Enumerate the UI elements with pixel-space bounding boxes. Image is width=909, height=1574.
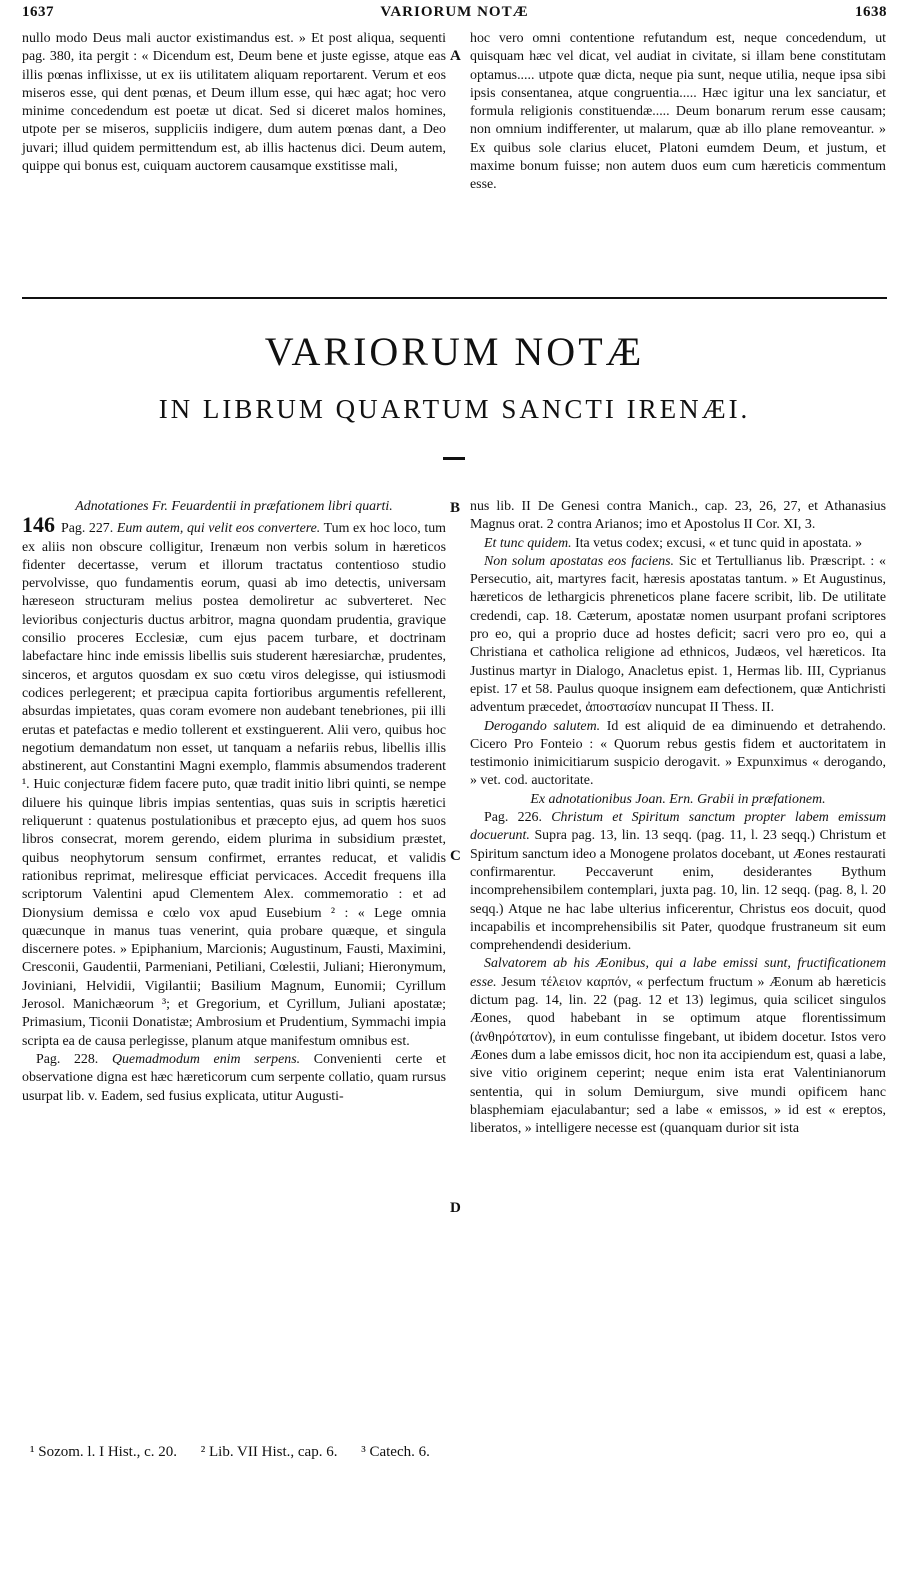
paragraph-text: Sic et Tertullianus lib. Præscript. : « Persecutio, ait, martyres facit, hæresis apostatas tantum. » Et Augustinus, hæreticos de lethargicis phreneticos plane facere scribit, lib. De utilitate credendi, cap. 18. Cæterum, apostatæ nomen usurpant profani scriptores pro eo, qui a proprio duce ad hostes deficit; sacri vero pro eo, qui a Christiana et catholica religione ad ethnicos, Judæos, vel hæreticos. Ita Justinus martyr in Dialogo, Anacletus epist. 1, Hermas lib. III, Cyprianus epist. 17 et 58. Paulus quoque insignem eam defectionem, quæ Antichristi adventum præcedet, ἀποστασίαν nuncupat II Thess. II. <box>470 553 887 716</box>
footnote-3: ³ Catech. 6. <box>361 1444 430 1460</box>
note-number: 146 <box>22 512 55 538</box>
right-column <box>470 498 886 1138</box>
paragraph-text: Ita vetus codex; excusi, « et tunc quid in apostata. » <box>575 535 863 551</box>
footnotes <box>30 1444 450 1461</box>
paragraph-derogando <box>470 718 886 791</box>
paragraph-text: Convenienti certe et observatione digna est hæc hæreticorum cum serpente collatio, quam rursus usurpat lib. v. Eadem, sed fusius explicata, utitur Augusti- <box>22 1051 446 1104</box>
paragraph-text: Jesum τέλειον καρπόν, « perfectum fructum » Æonum ab hæreticis dictum pag. 14, lin. 22 (pag. 12 et 13) legimus, quia scilicet singulos Æones, quod habebant in se optimum atque florentissimum (ἀνθηρότατον), in eum contulisse fingebant, ut ibidem docetur. Istos vero Æones dum a labe emissos dicit, hoc non ita accipiendum est, quasi a labe, sive vitio originem ceperint; neque enim ista erat Valentinianorum sententia, qui in solum Demiurgum, sive mundi opificem hanc blasphemiam ejaculabantur; sed a labe « emissos, » id est « ereptos, liberatos, » intelligere necesse est (quanquam durior sit ista <box>470 974 886 1137</box>
paragraph-continuation: nus lib. II De Genesi contra Manich., cap. 23, 26, 27, et Athanasius Magnus orat. 2 contra Arianos; imo et Apostolus II Cor. XI, 3. <box>470 499 886 533</box>
section-subtitle: IN LIBRUM QUARTUM SANCTI IRENÆI. <box>158 394 751 424</box>
paragraph-228 <box>22 1051 446 1106</box>
lemma: Non solum apostatas eos faciens. <box>484 553 675 569</box>
page-reference: Pag. 227. <box>61 521 114 537</box>
paragraph-non-solum <box>470 553 886 718</box>
lemma: Eum autem, qui velit eos convertere. <box>116 521 321 537</box>
page-reference: Pag. 226. <box>484 810 542 826</box>
paragraph-text: Supra pag. 13, lin. 13 seqq. (pag. 11, l. 23 seqq.) Christum et Spiritum sanctum ideo a Monogene prolatos docebant, ut Æones restaurati confirmarentur. Peccaverunt enim, desiderantes Bythum incomprehensibilem contemplari, juxta pag. 10, lin. 12 seqq. (pag. 8, l. 20 seqq.) Atque ne hac labe ulterius inficerentur, Christus eos docuit, quod incapabilis et incomprehensibilis sit Pater, quodque frustraneum sit eum comprehendendi desiderium. <box>470 828 886 954</box>
left-heading: Adnotationes Fr. Feuardentii in præfationem libri quarti. <box>75 499 393 514</box>
paragraph-text: Id est aliquid de ea diminuendo et detrahendo. Cicero Pro Fonteio : « Quorum rebus gestis fidem et auctoritatem in testimonio inimicitiarum suspicio derogavit. » Expunximus « derogando, » vet. cod. auctoritate. <box>470 718 886 789</box>
running-header <box>22 4 887 26</box>
lemma: Derogando salutem. <box>484 718 601 734</box>
column-marker-d: D <box>450 1200 461 1216</box>
paragraph-et-tunc <box>470 535 886 553</box>
lemma: Quemadmodum enim serpens. <box>111 1051 301 1067</box>
top-left-text: nullo modo Deus mali auctor existimandus est. » Et post aliqua, sequenti pag. 380, ita pergit : « Dicendum est, Deum bene et juste egisse, atque eas illis pœnas inflixisse, ut ex iis utilitatem aliquam reportarent. Verum et eos miseros esse, qui dent pœnas, et Deum illum esse, qui hæc agat; hoc vero minime concedendum est poetæ ut dicat. Sed si diceret malos homines, utpote per se miseros, suppliciis indigere, dum autem pœnas dant, a Deo juvari; illud quidem permittendum est, ab illis hactenus dici. Deum autem, quippe qui bonus est, cuiquam auctorem causamque exstitisse mali, <box>22 31 446 175</box>
page-number-right: 1638 <box>855 4 887 20</box>
top-right-column <box>470 30 886 195</box>
footnote-2: ² Lib. VII Hist., cap. 6. <box>200 1444 338 1460</box>
running-title: VARIORUM NOTÆ <box>380 4 529 20</box>
paragraph-text: Tum ex hoc loco, tum ex aliis non obscure colligitur, Irenæum non verbis solum in hæreticos fidenter decertasse, verum et illorum tractatus contentioso studio pervolvisse, quo fundamentis eorum, quasi ab imo detectis, universam hæreseon structuram melius postea demoliretur ac subverteret. Nec levioribus conjecturis ductus arbitror, magna quondam prudentia, gravique consilio proceres Ecclesiæ, cum ejus pacem turbare, et doctrinam labefactare hinc inde emissis libellis suis studerent hæresiarchæ, prudentes, sinceros, et argutos quosdam ex suo cœtu viros delegisse, qui istiusmodi codices perlegerent; et præcipua capita fortioribus argumentis refellerent, absurdas impietates, quas coram evomere non audebant tenebriones, pii illi erutas et patefactas e medio tollerent et exstinguerent. Alii vero, quibus hoc negotium demandatum non esset, ut tanquam a nefariis rebus, libellis illis abstinerent, aut Constantini Magni exemplo, flammis absumendos traderent ¹. Huic conjecturæ fidem facere puto, quæ tradit initio libri quinti, se nempe diluere his quinque libris impias sententias, quas suis in scriptis hæretici reliquerunt : quatenus postulationibus et præcepto ejus, ad quem hos suos libros consecrat, morem gerendo, eidem plurima in subsidium præstet, quibus neophytorum sensum confirmet, errantes reducat, et validis rationibus reprimat, meliresque efficiat pervicaces. Accedit frequens illa scriptorum Valentini apud Clementem Alex. commemoratio : et ad Dionysium demissa e cœlo vox apud Eusebium ² : « Lege omnia quæcunque in manus tuas venerint, quia probare quæque, et singula discernere potes. » Epiphanium, Marcionis; Augustinum, Fausti, Maximini, Cresconii, Gaudentii, Parmeniani, Petiliani, Cœlestii, Juliani; Hieronymum, Joviniani, Helvidii, Vigilantii; Basilium Magnum, Eunomii; Cyrillum Jerosol. Manichæorum ³; et Gregorium, et Cyrillum, Juliani apostatæ; Primasium, Ticonii Donatistæ; Ambrosium et Prudentium, Symmachi impia scripta ea de causa perlegisse, planum atque manifestum omnibus est. <box>22 521 446 1049</box>
right-heading: Ex adnotationibus Joan. Ern. Grabii in præfationem. <box>530 791 826 807</box>
lemma: Salvatorem ab his Æonibus, qui a labe emissi sunt, fructificationem esse. <box>470 956 886 990</box>
page-reference: Pag. 228. <box>36 1051 99 1067</box>
footnote-1: ¹ Sozom. l. I Hist., c. 20. <box>30 1444 177 1460</box>
top-right-text: hoc vero omni contentione refutandum est, neque concedendum, ut quisquam hæc vel dicat, vel audiat in civitate, si illam bene constitutam optamus..... utpote quæ dicta, neque pia sunt, neque utilia, neque ipsa sibi ipsis consentanea, atque congruentia..... Hæc igitur una lex sanciatur, et formula religionis constituendæ..... Deum bonarum rerum esse causam; non omnium indifferenter, ut malarum, quæ ab illo plane removeantur. » Ex quibus sole clarius elucet, Platoni eumdem Deum, et justum, et maxime bonum fuisse; non autem duos eum cum hæreticis commentum esse. <box>470 31 886 193</box>
section-rule <box>22 297 887 299</box>
section-title: VARIORUM NOTÆ <box>264 329 645 374</box>
column-marker-c: C <box>450 848 461 864</box>
paragraph-226 <box>470 809 886 955</box>
left-column <box>22 498 446 1106</box>
title-dash <box>443 457 465 460</box>
lemma: Christum et Spiritum sanctum propter labem emissum docuerunt. <box>470 810 886 844</box>
page-number-left: 1637 <box>22 4 54 20</box>
column-marker-a: A <box>450 48 461 64</box>
column-marker-b: B <box>450 500 461 516</box>
lemma: Et tunc quidem. <box>484 535 572 551</box>
paragraph-146 <box>22 512 446 1051</box>
paragraph-salvatorem <box>470 955 886 1138</box>
top-left-column <box>22 30 446 176</box>
